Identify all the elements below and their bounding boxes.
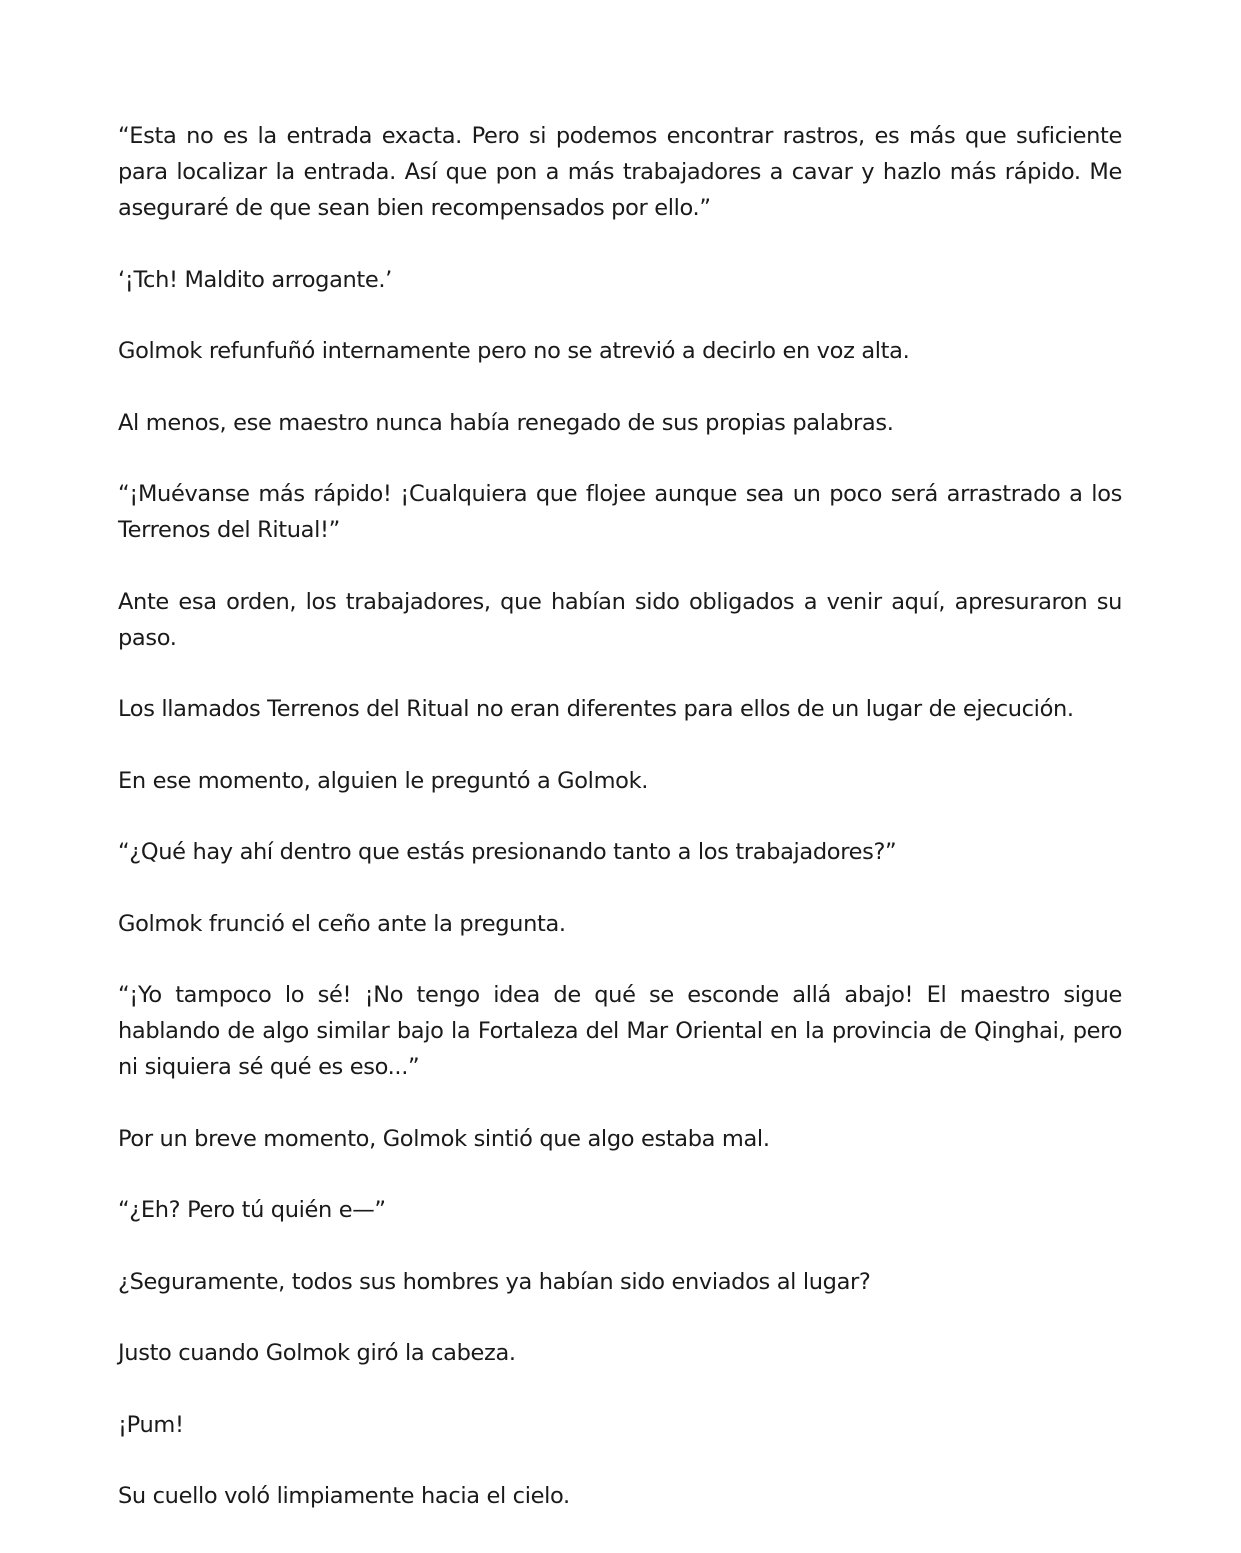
paragraph: ¡Pum! [118,1411,184,1438]
paragraph: ¿Seguramente, todos sus hombres ya habían sido enviados al lugar? [118,1268,871,1295]
paragraph: “¡Muévanse más rápido! ¡Cualquiera que flojee aunque sea un poco será arrastrado a los Terrenos del Ritual!” [118,481,1122,543]
paragraph: Ante esa orden, los trabajadores, que habían sido obligados a venir aquí, apresuraron su paso. [118,588,1122,651]
paragraph: “¿Qué hay ahí dentro que estás presionando tanto a los trabajadores?” [118,839,897,865]
paragraph: Por un breve momento, Golmok sintió que algo estaba mal. [118,1125,770,1152]
paragraph: Al menos, ese maestro nunca había renegado de sus propias palabras. [118,409,894,436]
document-body [118,118,1122,1550]
paragraph: Los llamados Terrenos del Ritual no eran diferentes para ellos de un lugar de ejecución. [118,696,1074,722]
paragraph: Su cuello voló limpiamente hacia el cielo. [118,1483,570,1509]
paragraph: “Esta no es la entrada exacta. Pero si podemos encontrar rastros, es más que suficiente para localizar la entrada. Así que pon a más trabajadores a cavar y hazlo más rápido. Me aseguraré de que sean bien recompensados por ello.” [118,123,1122,221]
paragraph: ‘¡Tch! Maldito arrogante.’ [118,266,392,293]
paragraph: Golmok refunfuñó internamente pero no se atrevió a decirlo en voz alta. [118,338,910,364]
paragraph: Justo cuando Golmok giró la cabeza. [118,1340,516,1366]
paragraph: Golmok frunció el ceño ante la pregunta. [118,910,566,937]
paragraph: “¡Yo tampoco lo sé! ¡No tengo idea de qué se esconde allá abajo! El maestro sigue hablando de algo similar bajo la Fortaleza del Mar Oriental en la provincia de Qinghai, pero ni siquiera sé qué es eso...” [118,982,1122,1080]
paragraph: “¿Eh? Pero tú quién e—” [118,1197,386,1223]
paragraph: En ese momento, alguien le preguntó a Golmok. [118,767,649,794]
